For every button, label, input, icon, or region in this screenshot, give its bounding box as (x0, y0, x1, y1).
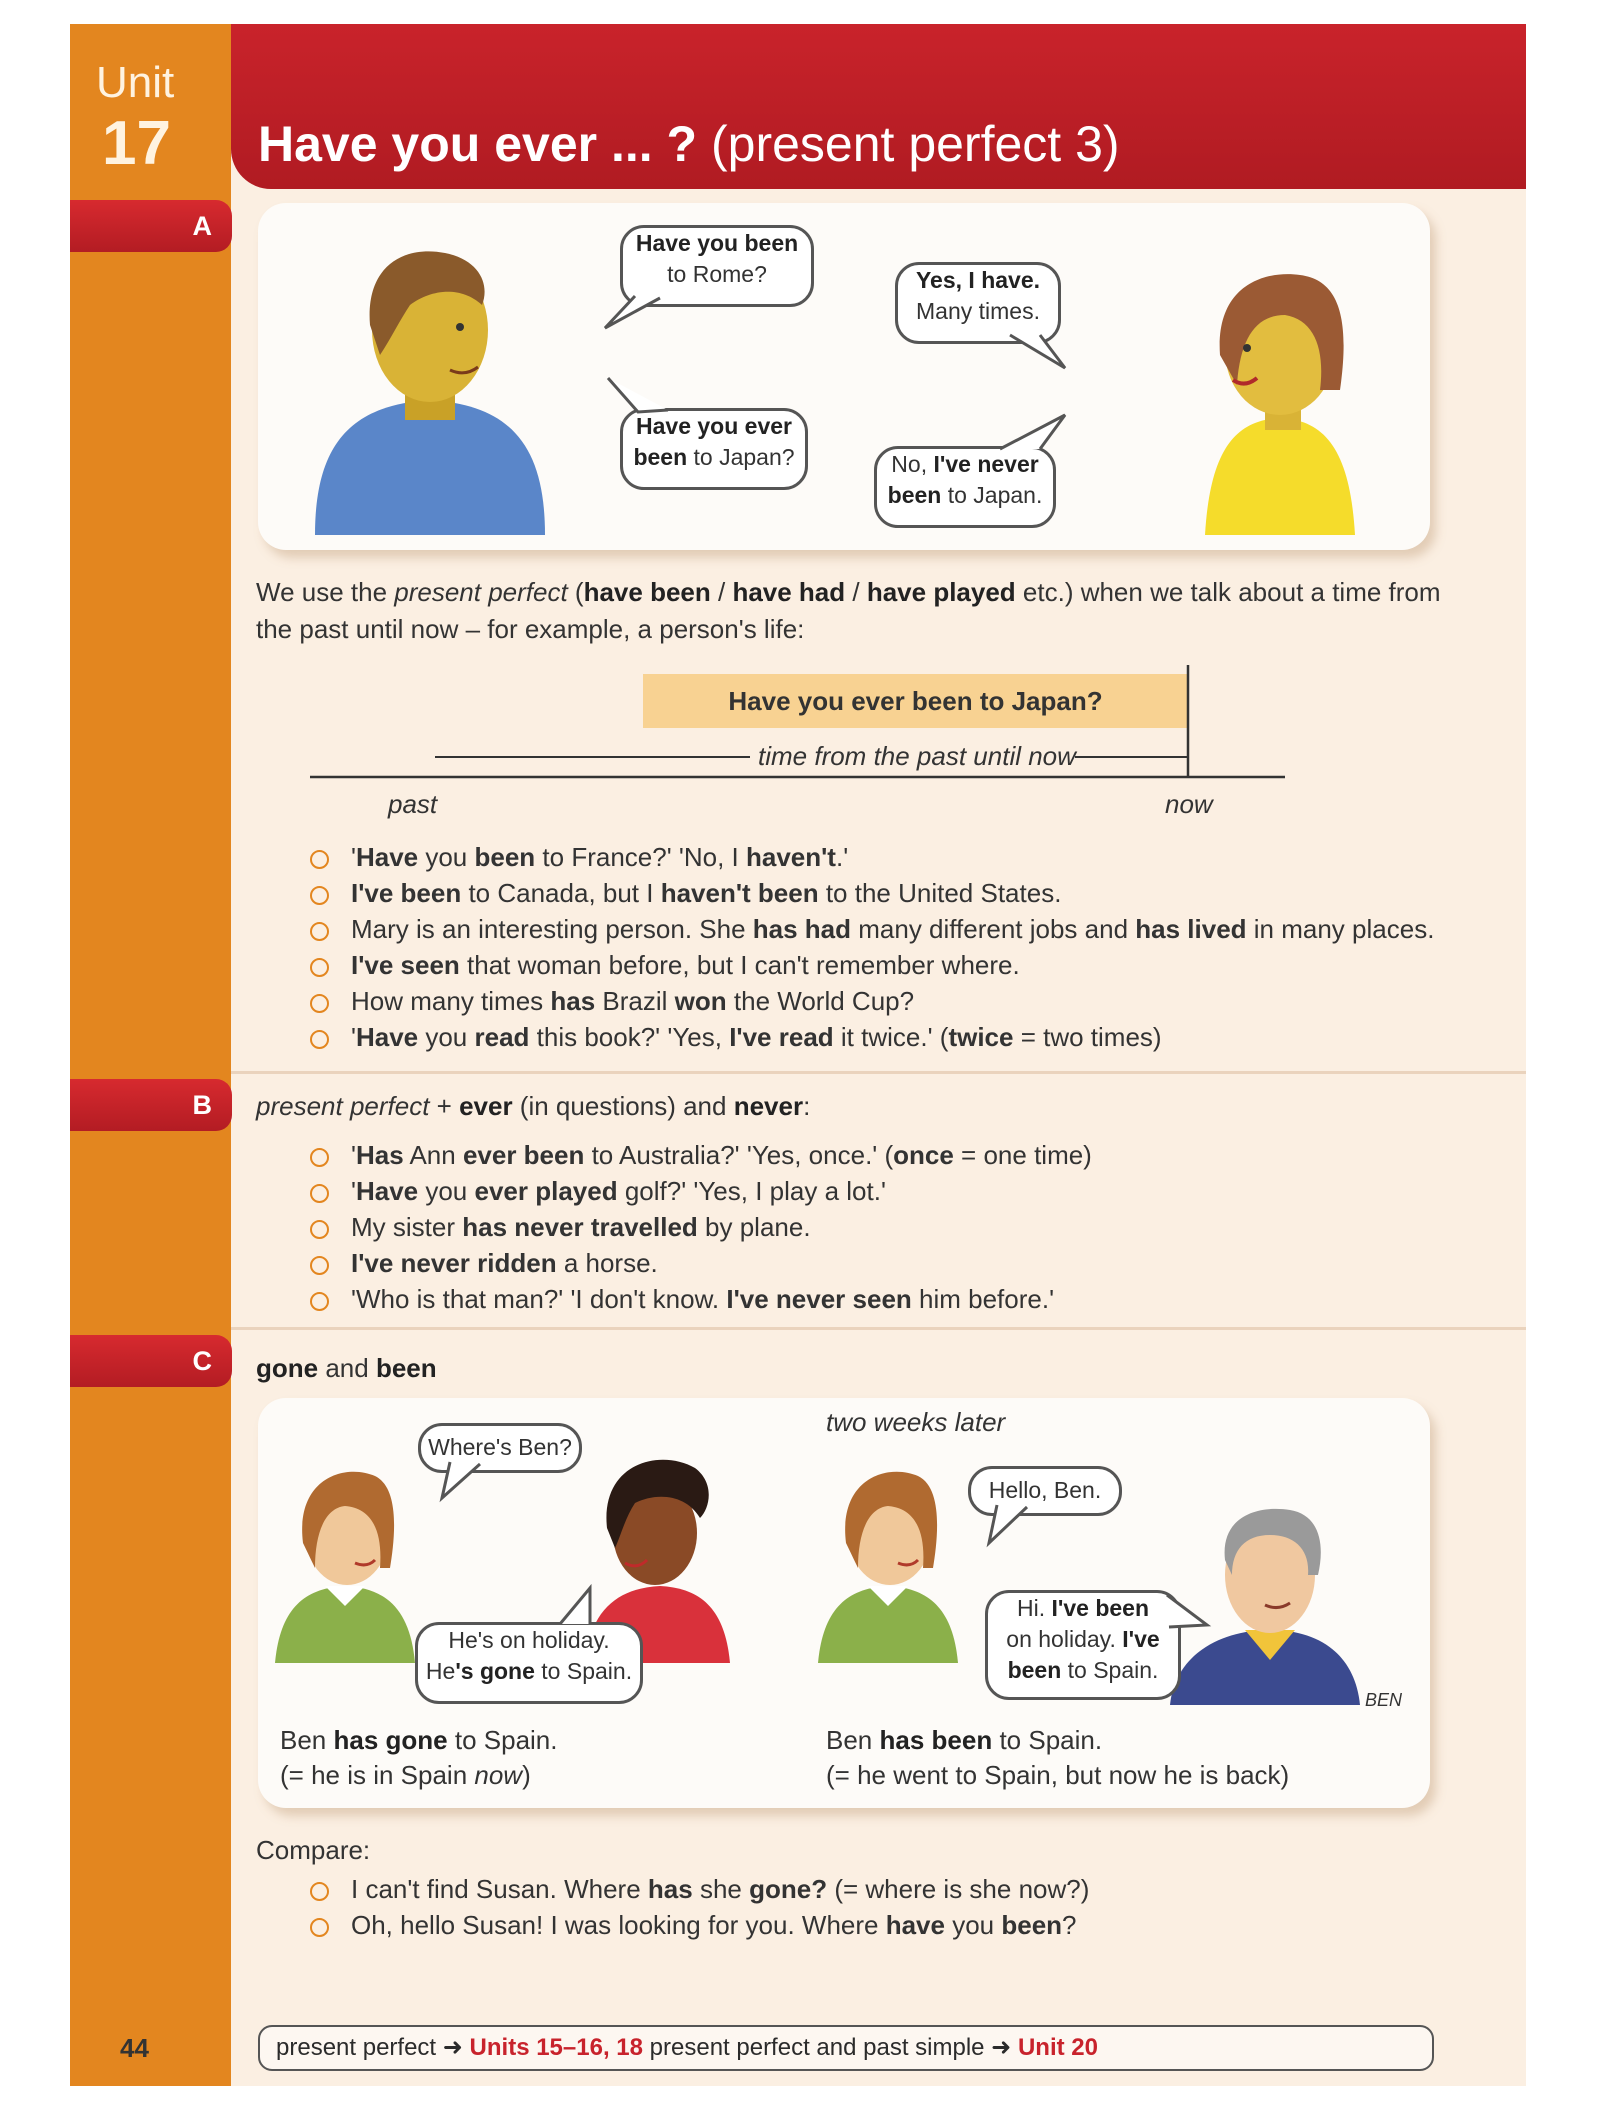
woman-illustration (1175, 260, 1385, 535)
caption-left: Ben has gone to Spain. (280, 1725, 558, 1755)
page-number: 44 (120, 2033, 149, 2063)
bullet-icon (310, 1030, 329, 1049)
link-unit-20[interactable]: Unit 20 (1011, 2034, 1098, 2061)
speech-bubble: Hello, Ben. (968, 1466, 1122, 1516)
bubble-tail (560, 1588, 600, 1626)
section-b-intro: present perfect + ever (in questions) and never: (256, 1091, 811, 1121)
speech-bubble: Yes, I have. Many times. (895, 262, 1061, 344)
bullet-icon (310, 1256, 329, 1275)
example-sentence: 'Has Ann ever been to Australia?' 'Yes, once.' (once = one time) (310, 1140, 1092, 1171)
section-tab-a: A (70, 200, 232, 252)
bullet-icon (310, 850, 329, 869)
example-sentence: How many times has Brazil won the World Cup? (310, 986, 914, 1017)
example-sentence: I can't find Susan. Where has she gone? (= where is she now?) (310, 1874, 1089, 1905)
bullet-icon (310, 1148, 329, 1167)
speech-bubble: Have you been to Rome? (620, 225, 814, 307)
speech-bubble: Have you ever been to Japan? (620, 408, 808, 490)
bullet-icon (310, 958, 329, 977)
caption-right-line2: (= he went to Spain, but now he is back) (826, 1760, 1290, 1790)
timeline-question: Have you ever been to Japan? (643, 674, 1188, 728)
speech-bubble: Hi. I've been on holiday. I've been to Spain. (985, 1590, 1181, 1700)
bubble-tail (985, 1505, 1035, 1545)
caption-left-line2: (= he is in Spain now) (280, 1760, 531, 1790)
example-sentence: Oh, hello Susan! I was looking for you. Where have you been? (310, 1910, 1077, 1941)
example-sentence: My sister has never travelled by plane. (310, 1212, 811, 1243)
link-units-15-16-18[interactable]: Units 15–16, 18 (462, 2034, 643, 2061)
timeline-span-label: time from the past until now (758, 741, 1076, 771)
time-label: two weeks later (826, 1407, 1006, 1437)
section-divider (231, 1071, 1526, 1074)
page-title: Have you ever ... ? (present perfect 3) (258, 116, 1120, 172)
example-sentence: Mary is an interesting person. She has had many different jobs and has lived in many places. (310, 914, 1434, 945)
section-tab-c: C (70, 1335, 232, 1387)
example-sentence: I've never ridden a horse. (310, 1248, 658, 1279)
bubble-tail (440, 1462, 490, 1500)
bullet-icon (310, 922, 329, 941)
caption-right: Ben has been to Spain. (826, 1725, 1103, 1755)
example-sentence: I've seen that woman before, but I can't remember where. (310, 950, 1020, 981)
bullet-icon (310, 1184, 329, 1203)
arrow-icon: ➜ (991, 2034, 1012, 2061)
bullet-icon (310, 994, 329, 1013)
speech-bubble: No, I've never been to Japan. (874, 446, 1056, 528)
woman-illustration (818, 1458, 958, 1663)
section-tab-b: B (70, 1079, 232, 1131)
margin-column (70, 24, 231, 2086)
bullet-icon (310, 1220, 329, 1239)
bubble-tail (605, 296, 665, 336)
intro-text-line2: the past until now – for example, a person's life: (256, 614, 805, 644)
unit-label: Unit (96, 58, 175, 107)
arrow-icon: ➜ (442, 2034, 463, 2061)
timeline-now-label: now (1165, 789, 1213, 819)
speech-bubble: He's on holiday. He's gone to Spain. (415, 1622, 643, 1704)
timeline-past-label: past (388, 789, 438, 819)
bubble-tail (608, 378, 668, 414)
bullet-icon (310, 1292, 329, 1311)
man-illustration (310, 245, 550, 535)
example-sentence: 'Have you been to France?' 'No, I haven't.' (310, 842, 848, 873)
example-sentence: I've been to Canada, but I haven't been to the United States. (310, 878, 1061, 909)
character-name-label: BEN (1365, 1690, 1403, 1710)
example-sentence: 'Who is that man?' 'I don't know. I've never seen him before.' (310, 1284, 1054, 1315)
bubble-tail (1000, 415, 1068, 451)
bubble-tail (1010, 333, 1070, 373)
intro-text: We use the present perfect (have been / have had / have played etc.) when we talk about a time from (256, 577, 1441, 607)
section-c-heading: gone and been (256, 1353, 437, 1383)
example-sentence: 'Have you read this book?' 'Yes, I've read it twice.' (twice = two times) (310, 1022, 1162, 1053)
woman-illustration (275, 1458, 415, 1663)
bullet-icon (310, 1918, 329, 1937)
unit-number: 17 (102, 109, 171, 178)
example-sentence: 'Have you ever played golf?' 'Yes, I play a lot.' (310, 1176, 886, 1207)
bullet-icon (310, 886, 329, 905)
compare-label: Compare: (256, 1835, 371, 1865)
bullet-icon (310, 1882, 329, 1901)
bubble-tail (1165, 1595, 1210, 1635)
section-divider (231, 1327, 1526, 1330)
speech-bubble: Where's Ben? (418, 1423, 582, 1473)
cross-reference-box: present perfect ➜ Units 15–16, 18 present perfect and past simple ➜ Unit 20 (258, 2025, 1434, 2071)
